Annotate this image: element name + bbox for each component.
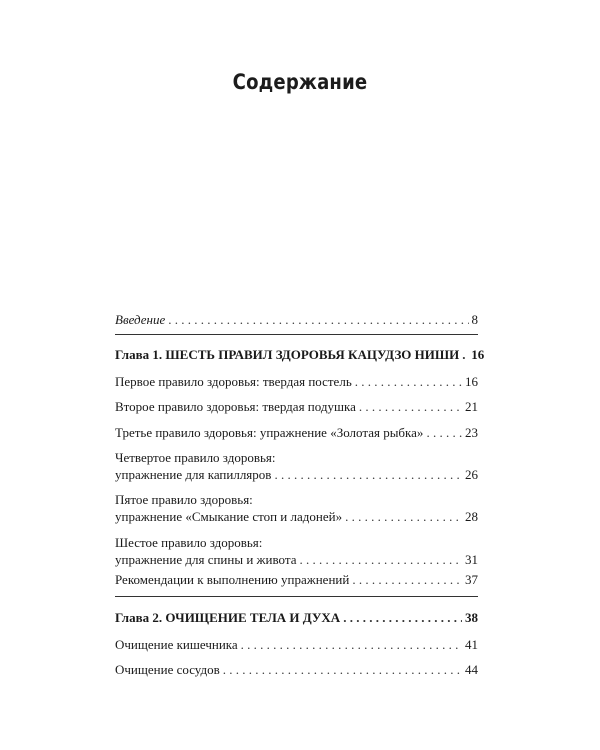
dot-leader	[241, 636, 462, 653]
dot-leader	[345, 508, 462, 525]
dot-leader	[343, 609, 462, 626]
toc-entry-title: упражнение для капилляров	[115, 467, 272, 482]
dot-leader	[462, 346, 468, 363]
toc-page-number: 44	[465, 662, 478, 677]
toc-page-number: 38	[465, 610, 478, 625]
toc-page-number: 37	[465, 572, 478, 587]
toc-entry-title: Введение	[115, 312, 166, 327]
toc-entry[interactable]	[115, 424, 478, 441]
toc-entry-title: Третье правило здоровья: упражнение «Золотая рыбка»	[115, 425, 424, 440]
toc-entry[interactable]	[115, 636, 478, 653]
toc-entry[interactable]	[115, 534, 478, 568]
dot-leader	[359, 398, 462, 415]
toc-entry-title: Первое правило здоровья: твердая постель	[115, 374, 352, 389]
dot-leader	[168, 311, 468, 328]
toc-page-number: 23	[465, 425, 478, 440]
toc-page-number: 16	[465, 374, 478, 389]
toc-entry[interactable]	[115, 571, 478, 588]
toc-entry[interactable]	[115, 449, 478, 483]
divider	[115, 334, 478, 335]
toc-page-number: 41	[465, 637, 478, 652]
toc-page-number: 16	[471, 347, 485, 362]
toc-entry[interactable]	[115, 398, 478, 415]
dot-leader	[299, 551, 462, 568]
toc-page-number: 28	[465, 509, 478, 524]
dot-leader	[352, 571, 462, 588]
toc-entry[interactable]	[115, 373, 478, 390]
toc-entry-title: Очищение сосудов	[115, 662, 220, 677]
toc-entry-heading: Четвертое правило здоровья:	[115, 450, 276, 465]
toc-entry-chapter-1[interactable]	[115, 346, 485, 363]
toc-entry[interactable]	[115, 491, 478, 525]
toc-page-number: 26	[465, 467, 478, 482]
toc-entry-introduction[interactable]	[115, 311, 478, 328]
toc-entry-title: упражнение «Смыкание стоп и ладоней»	[115, 509, 343, 524]
toc-chapter-title: Глава 1. ШЕСТЬ ПРАВИЛ ЗДОРОВЬЯ КАЦУДЗО НИШИ	[115, 347, 460, 362]
divider	[115, 596, 478, 597]
toc-entry-heading: Пятое правило здоровья:	[115, 492, 253, 507]
page-title: Содержание	[232, 70, 368, 94]
toc-entry-title: Второе правило здоровья: твердая подушка	[115, 399, 356, 414]
toc-page-number: 8	[471, 312, 478, 327]
dot-leader	[355, 373, 462, 390]
dot-leader	[223, 661, 462, 678]
toc-entry-chapter-2[interactable]	[115, 609, 478, 626]
toc-page-number: 31	[465, 552, 478, 567]
toc-entry[interactable]	[115, 661, 478, 678]
dot-leader	[426, 424, 462, 441]
toc-entry-title: упражнение для спины и живота	[115, 552, 297, 567]
dot-leader	[274, 466, 462, 483]
toc-entry-title: Рекомендации к выполнению упражнений	[115, 572, 350, 587]
toc-entry-title: Очищение кишечника	[115, 637, 238, 652]
toc-entry-heading: Шестое правило здоровья:	[115, 535, 263, 550]
toc-page-number: 21	[465, 399, 478, 414]
toc-chapter-title: Глава 2. ОЧИЩЕНИЕ ТЕЛА И ДУХА	[115, 610, 341, 625]
